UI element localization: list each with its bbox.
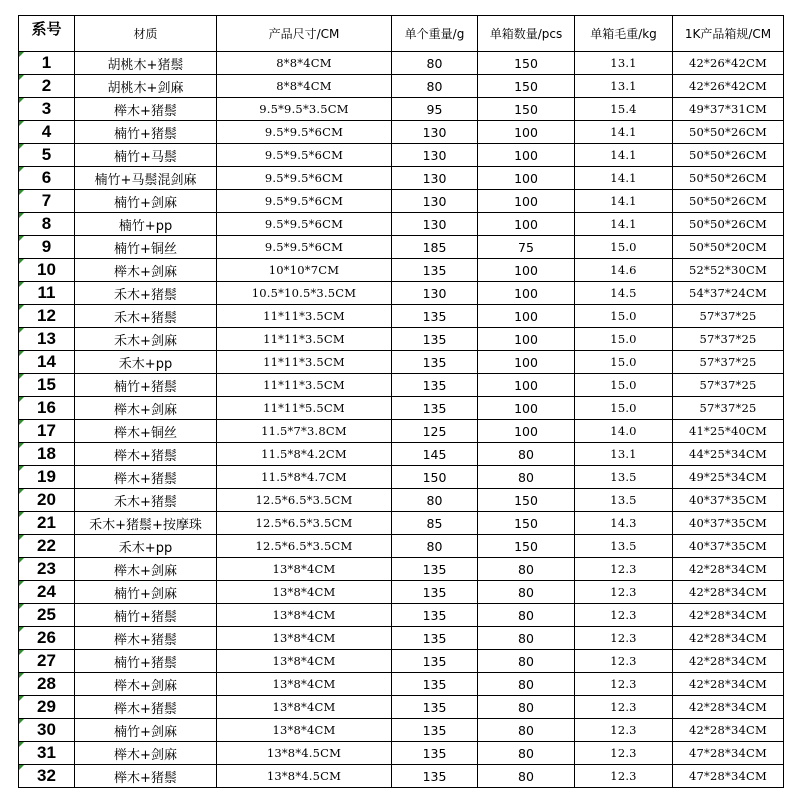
cell-material: 楠竹+猪鬃	[75, 650, 217, 673]
header-size: 产品尺寸/CM	[217, 16, 392, 52]
cell-material: 榉木+剑麻	[75, 397, 217, 420]
cell-code: 14	[19, 351, 75, 374]
cell-qty: 150	[478, 52, 575, 75]
cell-weight: 135	[392, 627, 478, 650]
cell-weight: 130	[392, 144, 478, 167]
cell-material: 榉木+剑麻	[75, 558, 217, 581]
cell-box: 54*37*24CM	[673, 282, 784, 305]
cell-weight: 80	[392, 535, 478, 558]
cell-size: 11*11*3.5CM	[217, 351, 392, 374]
cell-material: 楠竹+猪鬃	[75, 604, 217, 627]
cell-code: 31	[19, 742, 75, 765]
cell-gross: 12.3	[575, 650, 673, 673]
cell-code: 28	[19, 673, 75, 696]
cell-code: 20	[19, 489, 75, 512]
cell-weight: 135	[392, 604, 478, 627]
cell-material: 楠竹+猪鬃	[75, 374, 217, 397]
cell-material: 楠竹+马鬃	[75, 144, 217, 167]
cell-qty: 100	[478, 282, 575, 305]
cell-code: 23	[19, 558, 75, 581]
cell-box: 52*52*30CM	[673, 259, 784, 282]
cell-material: 榉木+猪鬃	[75, 765, 217, 788]
header-code: 系号	[19, 16, 75, 52]
cell-gross: 12.3	[575, 765, 673, 788]
cell-weight: 145	[392, 443, 478, 466]
header-row	[19, 16, 784, 52]
header-gross: 单箱毛重/kg	[575, 16, 673, 52]
table-row	[19, 650, 784, 673]
cell-qty: 80	[478, 581, 575, 604]
header-box: 1K产品箱规/CM	[673, 16, 784, 52]
table-row	[19, 52, 784, 75]
cell-size: 9.5*9.5*6CM	[217, 144, 392, 167]
cell-qty: 100	[478, 121, 575, 144]
cell-gross: 12.3	[575, 696, 673, 719]
cell-gross: 13.5	[575, 466, 673, 489]
cell-box: 42*28*34CM	[673, 719, 784, 742]
table-row	[19, 121, 784, 144]
cell-weight: 130	[392, 121, 478, 144]
cell-size: 12.5*6.5*3.5CM	[217, 535, 392, 558]
cell-weight: 80	[392, 75, 478, 98]
table-row	[19, 512, 784, 535]
table-header	[19, 16, 784, 52]
cell-box: 40*37*35CM	[673, 512, 784, 535]
cell-code: 1	[19, 52, 75, 75]
cell-weight: 135	[392, 581, 478, 604]
cell-qty: 80	[478, 604, 575, 627]
cell-box: 50*50*26CM	[673, 190, 784, 213]
table-row	[19, 190, 784, 213]
cell-gross: 15.0	[575, 351, 673, 374]
cell-material: 榉木+剑麻	[75, 259, 217, 282]
cell-gross: 14.5	[575, 282, 673, 305]
cell-material: 禾木+猪鬃	[75, 489, 217, 512]
cell-code: 27	[19, 650, 75, 673]
cell-weight: 135	[392, 259, 478, 282]
cell-material: 楠竹+猪鬃	[75, 121, 217, 144]
table-row	[19, 328, 784, 351]
cell-code: 29	[19, 696, 75, 719]
cell-weight: 135	[392, 305, 478, 328]
cell-material: 楠竹+铜丝	[75, 236, 217, 259]
table-row	[19, 719, 784, 742]
table-row	[19, 466, 784, 489]
table-row	[19, 397, 784, 420]
cell-qty: 150	[478, 512, 575, 535]
cell-code: 4	[19, 121, 75, 144]
table-row	[19, 581, 784, 604]
cell-size: 9.5*9.5*6CM	[217, 236, 392, 259]
cell-box: 44*25*34CM	[673, 443, 784, 466]
cell-box: 42*28*34CM	[673, 604, 784, 627]
cell-weight: 135	[392, 351, 478, 374]
cell-code: 17	[19, 420, 75, 443]
table-row	[19, 259, 784, 282]
cell-code: 32	[19, 765, 75, 788]
table-row	[19, 604, 784, 627]
cell-qty: 80	[478, 719, 575, 742]
cell-qty: 100	[478, 351, 575, 374]
cell-box: 42*26*42CM	[673, 75, 784, 98]
cell-gross: 14.3	[575, 512, 673, 535]
cell-qty: 100	[478, 144, 575, 167]
cell-size: 13*8*4CM	[217, 627, 392, 650]
cell-material: 榉木+剑麻	[75, 673, 217, 696]
cell-gross: 14.1	[575, 144, 673, 167]
table-row	[19, 696, 784, 719]
cell-material: 禾木+猪鬃	[75, 282, 217, 305]
cell-size: 8*8*4CM	[217, 75, 392, 98]
table-row	[19, 627, 784, 650]
cell-material: 楠竹+pp	[75, 213, 217, 236]
cell-material: 禾木+猪鬃	[75, 305, 217, 328]
cell-code: 21	[19, 512, 75, 535]
cell-code: 25	[19, 604, 75, 627]
cell-size: 8*8*4CM	[217, 52, 392, 75]
cell-box: 50*50*20CM	[673, 236, 784, 259]
cell-size: 10*10*7CM	[217, 259, 392, 282]
table-row	[19, 75, 784, 98]
cell-code: 11	[19, 282, 75, 305]
cell-code: 8	[19, 213, 75, 236]
cell-material: 禾木+剑麻	[75, 328, 217, 351]
cell-gross: 14.1	[575, 213, 673, 236]
table-row	[19, 742, 784, 765]
cell-code: 2	[19, 75, 75, 98]
table-row	[19, 420, 784, 443]
cell-qty: 100	[478, 305, 575, 328]
cell-code: 10	[19, 259, 75, 282]
cell-gross: 14.1	[575, 167, 673, 190]
table-row	[19, 374, 784, 397]
cell-size: 11*11*3.5CM	[217, 328, 392, 351]
table-body	[19, 52, 784, 788]
header-weight: 单个重量/g	[392, 16, 478, 52]
cell-gross: 13.5	[575, 535, 673, 558]
cell-size: 11*11*5.5CM	[217, 397, 392, 420]
cell-code: 22	[19, 535, 75, 558]
cell-size: 11*11*3.5CM	[217, 374, 392, 397]
table-row	[19, 765, 784, 788]
cell-qty: 80	[478, 696, 575, 719]
table-row	[19, 673, 784, 696]
cell-material: 楠竹+剑麻	[75, 190, 217, 213]
cell-qty: 100	[478, 167, 575, 190]
cell-code: 19	[19, 466, 75, 489]
cell-size: 9.5*9.5*3.5CM	[217, 98, 392, 121]
cell-material: 榉木+剑麻	[75, 742, 217, 765]
cell-size: 13*8*4CM	[217, 673, 392, 696]
cell-code: 24	[19, 581, 75, 604]
cell-qty: 100	[478, 190, 575, 213]
cell-weight: 130	[392, 282, 478, 305]
cell-gross: 15.0	[575, 305, 673, 328]
cell-size: 11.5*7*3.8CM	[217, 420, 392, 443]
cell-code: 30	[19, 719, 75, 742]
cell-weight: 80	[392, 52, 478, 75]
cell-code: 15	[19, 374, 75, 397]
cell-weight: 135	[392, 397, 478, 420]
cell-size: 13*8*4.5CM	[217, 765, 392, 788]
cell-material: 胡桃木+剑麻	[75, 75, 217, 98]
cell-box: 47*28*34CM	[673, 742, 784, 765]
header-material: 材质	[75, 16, 217, 52]
cell-qty: 150	[478, 75, 575, 98]
header-qty: 单箱数量/pcs	[478, 16, 575, 52]
cell-qty: 100	[478, 328, 575, 351]
cell-gross: 13.1	[575, 52, 673, 75]
cell-box: 40*37*35CM	[673, 535, 784, 558]
cell-box: 40*37*35CM	[673, 489, 784, 512]
cell-gross: 12.3	[575, 742, 673, 765]
cell-box: 47*28*34CM	[673, 765, 784, 788]
cell-material: 榉木+猪鬃	[75, 466, 217, 489]
cell-weight: 135	[392, 696, 478, 719]
cell-gross: 14.0	[575, 420, 673, 443]
cell-size: 13*8*4CM	[217, 696, 392, 719]
cell-size: 13*8*4CM	[217, 604, 392, 627]
cell-qty: 80	[478, 466, 575, 489]
cell-box: 42*28*34CM	[673, 673, 784, 696]
product-spec-table	[18, 15, 784, 788]
cell-box: 41*25*40CM	[673, 420, 784, 443]
cell-weight: 95	[392, 98, 478, 121]
cell-box: 50*50*26CM	[673, 167, 784, 190]
cell-gross: 14.6	[575, 259, 673, 282]
table-row	[19, 167, 784, 190]
cell-weight: 150	[392, 466, 478, 489]
cell-material: 禾木+pp	[75, 535, 217, 558]
table-row	[19, 144, 784, 167]
table-row	[19, 535, 784, 558]
cell-size: 11*11*3.5CM	[217, 305, 392, 328]
cell-size: 9.5*9.5*6CM	[217, 167, 392, 190]
cell-weight: 135	[392, 650, 478, 673]
table-row	[19, 443, 784, 466]
cell-qty: 100	[478, 420, 575, 443]
cell-size: 12.5*6.5*3.5CM	[217, 489, 392, 512]
cell-weight: 130	[392, 190, 478, 213]
cell-size: 11.5*8*4.2CM	[217, 443, 392, 466]
cell-code: 26	[19, 627, 75, 650]
cell-gross: 12.3	[575, 627, 673, 650]
cell-code: 6	[19, 167, 75, 190]
cell-box: 57*37*25	[673, 397, 784, 420]
cell-qty: 80	[478, 765, 575, 788]
table-row	[19, 305, 784, 328]
cell-box: 42*28*34CM	[673, 650, 784, 673]
cell-qty: 80	[478, 742, 575, 765]
cell-material: 楠竹+剑麻	[75, 581, 217, 604]
table-row	[19, 213, 784, 236]
table-row	[19, 236, 784, 259]
cell-box: 50*50*26CM	[673, 213, 784, 236]
cell-size: 11.5*8*4.7CM	[217, 466, 392, 489]
cell-size: 13*8*4CM	[217, 581, 392, 604]
cell-size: 10.5*10.5*3.5CM	[217, 282, 392, 305]
cell-gross: 12.3	[575, 558, 673, 581]
cell-box: 57*37*25	[673, 374, 784, 397]
cell-weight: 130	[392, 213, 478, 236]
cell-code: 13	[19, 328, 75, 351]
cell-qty: 100	[478, 213, 575, 236]
cell-box: 42*28*34CM	[673, 581, 784, 604]
cell-material: 榉木+猪鬃	[75, 98, 217, 121]
cell-box: 57*37*25	[673, 305, 784, 328]
table-row	[19, 282, 784, 305]
cell-code: 16	[19, 397, 75, 420]
cell-weight: 85	[392, 512, 478, 535]
cell-box: 49*25*34CM	[673, 466, 784, 489]
cell-weight: 130	[392, 167, 478, 190]
cell-material: 禾木+pp	[75, 351, 217, 374]
cell-box: 50*50*26CM	[673, 144, 784, 167]
cell-code: 12	[19, 305, 75, 328]
cell-weight: 135	[392, 374, 478, 397]
cell-gross: 15.0	[575, 397, 673, 420]
cell-qty: 100	[478, 397, 575, 420]
cell-gross: 13.5	[575, 489, 673, 512]
cell-weight: 125	[392, 420, 478, 443]
cell-size: 13*8*4.5CM	[217, 742, 392, 765]
cell-qty: 80	[478, 627, 575, 650]
cell-box: 42*26*42CM	[673, 52, 784, 75]
cell-qty: 150	[478, 98, 575, 121]
cell-size: 13*8*4CM	[217, 719, 392, 742]
cell-material: 胡桃木+猪鬃	[75, 52, 217, 75]
cell-box: 49*37*31CM	[673, 98, 784, 121]
cell-qty: 150	[478, 489, 575, 512]
cell-gross: 13.1	[575, 75, 673, 98]
cell-material: 榉木+猪鬃	[75, 443, 217, 466]
cell-weight: 135	[392, 328, 478, 351]
cell-box: 42*28*34CM	[673, 558, 784, 581]
cell-gross: 15.4	[575, 98, 673, 121]
cell-weight: 185	[392, 236, 478, 259]
table-row	[19, 489, 784, 512]
cell-qty: 150	[478, 535, 575, 558]
cell-weight: 80	[392, 489, 478, 512]
cell-gross: 13.1	[575, 443, 673, 466]
cell-gross: 15.0	[575, 328, 673, 351]
cell-material: 榉木+猪鬃	[75, 696, 217, 719]
cell-gross: 14.1	[575, 121, 673, 144]
cell-gross: 12.3	[575, 673, 673, 696]
cell-gross: 14.1	[575, 190, 673, 213]
cell-box: 50*50*26CM	[673, 121, 784, 144]
cell-weight: 135	[392, 673, 478, 696]
cell-weight: 135	[392, 558, 478, 581]
cell-code: 5	[19, 144, 75, 167]
cell-box: 42*28*34CM	[673, 696, 784, 719]
cell-code: 18	[19, 443, 75, 466]
cell-qty: 80	[478, 673, 575, 696]
cell-gross: 15.0	[575, 236, 673, 259]
cell-material: 楠竹+马鬃混剑麻	[75, 167, 217, 190]
cell-material: 榉木+猪鬃	[75, 627, 217, 650]
cell-material: 楠竹+剑麻	[75, 719, 217, 742]
table-row	[19, 558, 784, 581]
cell-weight: 135	[392, 719, 478, 742]
cell-qty: 80	[478, 558, 575, 581]
cell-material: 榉木+铜丝	[75, 420, 217, 443]
cell-size: 9.5*9.5*6CM	[217, 121, 392, 144]
cell-gross: 12.3	[575, 604, 673, 627]
table-row	[19, 98, 784, 121]
cell-gross: 15.0	[575, 374, 673, 397]
cell-size: 9.5*9.5*6CM	[217, 190, 392, 213]
cell-weight: 135	[392, 742, 478, 765]
cell-material: 禾木+猪鬃+按摩珠	[75, 512, 217, 535]
cell-qty: 80	[478, 443, 575, 466]
cell-gross: 12.3	[575, 719, 673, 742]
table-row	[19, 351, 784, 374]
cell-gross: 12.3	[575, 581, 673, 604]
cell-size: 12.5*6.5*3.5CM	[217, 512, 392, 535]
cell-size: 13*8*4CM	[217, 650, 392, 673]
cell-qty: 100	[478, 259, 575, 282]
cell-code: 3	[19, 98, 75, 121]
cell-qty: 80	[478, 650, 575, 673]
cell-qty: 75	[478, 236, 575, 259]
cell-size: 9.5*9.5*6CM	[217, 213, 392, 236]
cell-weight: 135	[392, 765, 478, 788]
cell-size: 13*8*4CM	[217, 558, 392, 581]
cell-box: 57*37*25	[673, 328, 784, 351]
cell-code: 7	[19, 190, 75, 213]
cell-qty: 100	[478, 374, 575, 397]
cell-box: 57*37*25	[673, 351, 784, 374]
cell-code: 9	[19, 236, 75, 259]
cell-box: 42*28*34CM	[673, 627, 784, 650]
